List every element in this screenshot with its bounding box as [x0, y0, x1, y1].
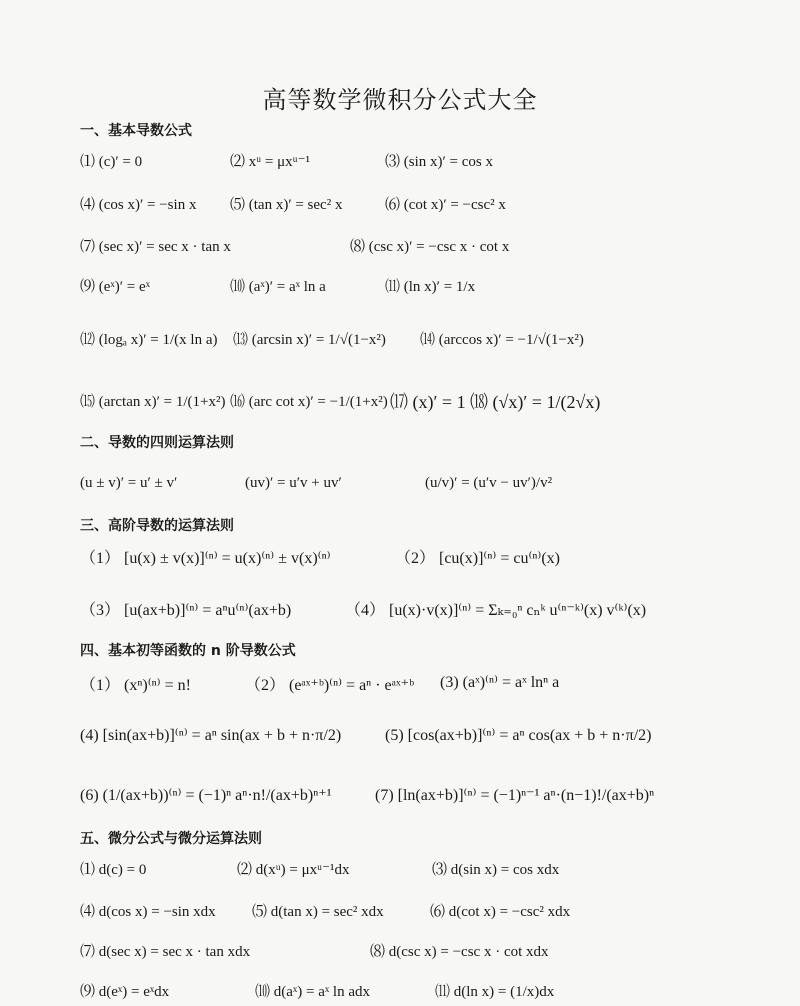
formula: （4） [u(x)·v(x)]⁽ⁿ⁾ = Σₖ₌₀ⁿ cₙᵏ u⁽ⁿ⁻ᵏ⁾(x) v⁽ᵏ⁾(x): [345, 602, 647, 619]
formula: （1） (xⁿ)⁽ⁿ⁾ = n!: [80, 677, 191, 694]
section-heading: 一、基本导数公式: [80, 123, 192, 139]
formula: ⑸ (tan x)′ = sec² x: [230, 197, 343, 213]
formula: ⑷ d(cos x) = −sin xdx: [80, 904, 216, 920]
formula: ⑼ d(eˣ) = eˣdx: [80, 984, 170, 1000]
formula: ⑶ d(sin x) = cos xdx: [432, 862, 560, 878]
formula: （1） [u(x) ± v(x)]⁽ⁿ⁾ = u(x)⁽ⁿ⁾ ± v(x)⁽ⁿ⁾: [80, 550, 331, 567]
formula: ⑷ (cos x)′ = −sin x: [80, 197, 197, 213]
formula: ⒂ (arctan x)′ = 1/(1+x²): [80, 394, 226, 410]
section-heading: 五、微分公式与微分运算法则: [80, 831, 262, 847]
formula: ⑺ d(sec x) = sec x · tan xdx: [80, 944, 251, 960]
formula: ⑾ (ln x)′ = 1/x: [385, 279, 476, 295]
section-heading: 四、基本初等函数的 n 阶导数公式: [80, 643, 296, 659]
formula: ⒁ (arccos x)′ = −1/√(1−x²): [420, 332, 584, 348]
formula: ⒅ (√x)′ = 1/(2√x): [470, 392, 601, 412]
formula: ⑶ (sin x)′ = cos x: [385, 154, 493, 170]
page-title: 高等数学微积分公式大全: [262, 86, 538, 114]
formula: （2） [cu(x)]⁽ⁿ⁾ = cu⁽ⁿ⁾(x): [395, 550, 560, 567]
formula: ⑹ d(cot x) = −csc² xdx: [430, 904, 571, 920]
section-heading: 三、高阶导数的运算法则: [80, 518, 234, 534]
formula: ⒀ (arcsin x)′ = 1/√(1−x²): [233, 332, 386, 348]
formula: ⑵ d(xᵘ) = μxᵘ⁻¹dx: [237, 862, 350, 878]
formula: ⑿ (logₐ x)′ = 1/(x ln a): [80, 332, 218, 348]
formula: ⑴ d(c) = 0: [80, 862, 147, 878]
formula: ⑻ (csc x)′ = −csc x · cot x: [350, 239, 510, 255]
formula: ⑸ d(tan x) = sec² xdx: [252, 904, 384, 920]
section-heading: 二、导数的四则运算法则: [80, 435, 234, 451]
formula: ⑵ xᵘ = μxᵘ⁻¹: [230, 154, 310, 170]
formula: (u ± v)′ = u′ ± v′: [80, 475, 178, 491]
formula: ⑴ (c)′ = 0: [80, 154, 143, 170]
formula: ⑽ d(aˣ) = aˣ ln adx: [255, 984, 371, 1000]
formula: （2） (eᵃˣ⁺ᵇ)⁽ⁿ⁾ = aⁿ · eᵃˣ⁺ᵇ: [245, 677, 415, 694]
formula: (7) [ln(ax+b)]⁽ⁿ⁾ = (−1)ⁿ⁻¹ aⁿ·(n−1)!/(ax+b)ⁿ: [375, 787, 655, 804]
formula: ⑾ d(ln x) = (1/x)dx: [435, 984, 555, 1000]
formula: (6) (1/(ax+b))⁽ⁿ⁾ = (−1)ⁿ aⁿ·n!/(ax+b)ⁿ⁺¹: [80, 787, 332, 804]
formula: (u/v)′ = (u′v − uv′)/v²: [425, 475, 553, 491]
formula: ⑹ (cot x)′ = −csc² x: [385, 197, 506, 213]
formula: ⑽ (aˣ)′ = aˣ ln a: [230, 279, 326, 295]
formula: ⒄ (x)′ = 1: [390, 392, 466, 412]
formula: (5) [cos(ax+b)]⁽ⁿ⁾ = aⁿ cos(ax + b + n·π/2): [385, 727, 652, 744]
formula: (4) [sin(ax+b)]⁽ⁿ⁾ = aⁿ sin(ax + b + n·π/2): [80, 727, 342, 744]
formula: (3) (aˣ)⁽ⁿ⁾ = aˣ lnⁿ a: [440, 674, 560, 691]
formula: ⑻ d(csc x) = −csc x · cot xdx: [370, 944, 549, 960]
formula: ⑺ (sec x)′ = sec x · tan x: [80, 239, 231, 255]
formula: (uv)′ = u′v + uv′: [245, 475, 342, 491]
formula: （3） [u(ax+b)]⁽ⁿ⁾ = aⁿu⁽ⁿ⁾(ax+b): [80, 602, 292, 619]
formula: ⒃ (arc cot x)′ = −1/(1+x²): [230, 394, 388, 410]
formula: ⑼ (eˣ)′ = eˣ: [80, 279, 150, 295]
